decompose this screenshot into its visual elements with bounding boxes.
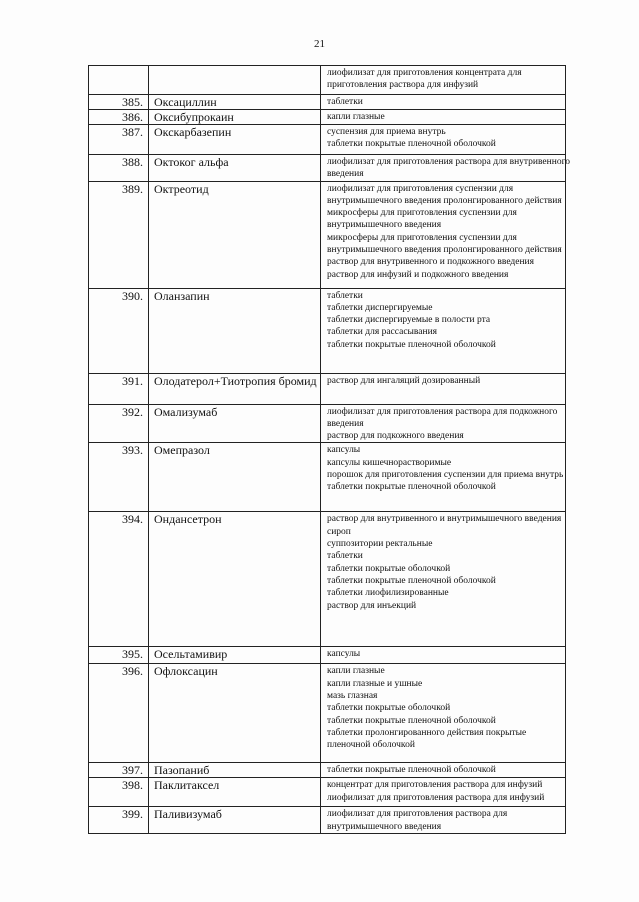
dosage-form-line: таблетки xyxy=(327,551,363,562)
row-number: 391. xyxy=(89,373,149,404)
dosage-form-line: введения xyxy=(327,418,364,429)
page-number: 21 xyxy=(314,38,325,50)
dosage-form-line: внутримышечного введения пролонгированного действия xyxy=(327,195,562,206)
dosage-form-line: суспензия для приема внутрь xyxy=(327,127,446,137)
dosage-form-line: капли глазные xyxy=(327,112,385,122)
drug-name: Офлоксацин xyxy=(149,664,321,763)
dosage-form-line: лиофилизат для приготовления раствора для xyxy=(327,809,508,820)
dosage-forms xyxy=(321,95,566,110)
dosage-forms xyxy=(321,288,566,373)
dosage-form-line: внутримышечного введения пролонгированного действия xyxy=(327,245,562,256)
row-number: 396. xyxy=(89,664,149,763)
table-row xyxy=(89,110,566,125)
dosage-form-line: лиофилизат для приготовления суспензии для xyxy=(327,183,514,194)
dosage-forms xyxy=(321,664,566,763)
dosage-form-line: раствор для внутривенного и внутримышечного введения xyxy=(327,514,562,525)
dosage-form-line: таблетки покрытые пленочной оболочкой xyxy=(327,339,496,350)
dosage-form-line: лиофилизат для приготовления концентрата для xyxy=(327,68,522,78)
row-number: 389. xyxy=(89,181,149,288)
dosage-form-line: лиофилизат для приготовления раствора для внутривенного xyxy=(327,157,570,167)
dosage-forms xyxy=(321,373,566,404)
dosage-forms xyxy=(321,443,566,512)
dosage-forms xyxy=(321,647,566,664)
dosage-form-line: раствор для внутривенного и подкожного введения xyxy=(327,257,534,268)
dosage-forms xyxy=(321,404,566,443)
drug-name: Осельтамивир xyxy=(149,647,321,664)
dosage-form-line: капсулы xyxy=(327,445,361,456)
dosage-form-line: таблетки xyxy=(327,97,363,107)
dosage-form-line: микросферы для приготовления суспензии для xyxy=(327,208,517,219)
dosage-form-line: пленочной оболочкой xyxy=(327,740,415,751)
table-row xyxy=(89,512,566,647)
dosage-form-line: таблетки лиофилизированные xyxy=(327,588,449,599)
table-row xyxy=(89,155,566,182)
dosage-forms xyxy=(321,66,566,95)
dosage-form-line: капли глазные и ушные xyxy=(327,678,423,689)
row-number: 395. xyxy=(89,647,149,664)
dosage-form-line: внутримышечного введения xyxy=(327,220,442,231)
row-number: 386. xyxy=(89,110,149,125)
drug-list-table xyxy=(88,65,570,834)
dosage-form-line: концентрат для приготовления раствора для инфузий xyxy=(327,780,543,791)
dosage-forms xyxy=(321,181,566,288)
drug-name: Оксибупрокаин xyxy=(149,110,321,125)
table-row xyxy=(89,807,566,834)
dosage-form-line: раствор для ингаляций дозированный xyxy=(327,375,481,386)
dosage-form-line: таблетки xyxy=(327,290,363,301)
table-row xyxy=(89,647,566,664)
dosage-form-line: таблетки покрытые пленочной оболочкой xyxy=(327,715,496,726)
dosage-form-line: раствор для подкожного введения xyxy=(327,431,464,442)
dosage-form-line: сироп xyxy=(327,526,351,537)
dosage-form-line: таблетки для рассасывания xyxy=(327,327,438,338)
drug-name: Октоког альфа xyxy=(149,155,321,182)
row-number: 393. xyxy=(89,443,149,512)
table-row xyxy=(89,373,566,404)
drug-name: Омализумаб xyxy=(149,404,321,443)
dosage-form-line: раствор для инфузий и подкожного введения xyxy=(327,269,509,280)
row-number: 388. xyxy=(89,155,149,182)
dosage-forms xyxy=(321,807,566,834)
dosage-form-line: таблетки пролонгированного действия покрытые xyxy=(327,727,527,738)
row-number: 385. xyxy=(89,95,149,110)
drug-name: Пазопаниб xyxy=(149,763,321,778)
row-number xyxy=(89,66,149,95)
table-row xyxy=(89,181,566,288)
dosage-form-line: таблетки покрытые пленочной оболочкой xyxy=(327,139,496,150)
dosage-form-line: раствор для инъекций xyxy=(327,600,417,611)
row-number: 399. xyxy=(89,807,149,834)
table-row xyxy=(89,95,566,110)
row-number: 398. xyxy=(89,778,149,807)
dosage-forms xyxy=(321,155,570,182)
dosage-form-line: лиофилизат для приготовления раствора для подкожного xyxy=(327,406,558,417)
dosage-form-line: суппозитории ректальные xyxy=(327,539,433,550)
drug-name: Окскарбазепин xyxy=(149,125,321,155)
dosage-form-line: таблетки покрытые оболочкой xyxy=(327,703,451,714)
drug-name: Оксациллин xyxy=(149,95,321,110)
table-row xyxy=(89,664,566,763)
drug-name: Оланзапин xyxy=(149,288,321,373)
row-number: 387. xyxy=(89,125,149,155)
dosage-form-line: таблетки покрытые пленочной оболочкой xyxy=(327,765,496,776)
dosage-form-line: таблетки диспергируемые xyxy=(327,302,433,313)
table-row xyxy=(89,288,566,373)
row-number: 390. xyxy=(89,288,149,373)
dosage-form-line: мазь глазная xyxy=(327,691,378,702)
drug-name: Омепразол xyxy=(149,443,321,512)
dosage-form-line: капсулы кишечнорастворимые xyxy=(327,457,452,468)
dosage-form-line: приготовления раствора для инфузий xyxy=(327,80,479,91)
dosage-form-line: введения xyxy=(327,169,364,180)
drug-name: Ондансетрон xyxy=(149,512,321,647)
table-row xyxy=(89,778,566,807)
dosage-form-line: порошок для приготовления суспензии для приема внутрь xyxy=(327,470,564,481)
dosage-form-line: капсулы xyxy=(327,649,361,660)
drug-name: Паливизумаб xyxy=(149,807,321,834)
dosage-form-line: внутримышечного введения xyxy=(327,821,442,832)
table-row xyxy=(89,443,566,512)
table-row xyxy=(89,125,566,155)
drug-name xyxy=(149,66,321,95)
drug-name: Олодатерол+Тиотропия бромид xyxy=(149,373,321,404)
table-row xyxy=(89,763,566,778)
dosage-form-line: капли глазные xyxy=(327,666,385,677)
dosage-form-line: таблетки покрытые пленочной оболочкой xyxy=(327,575,496,586)
dosage-form-line: таблетки покрытые оболочкой xyxy=(327,563,451,574)
dosage-forms xyxy=(321,778,566,807)
dosage-form-line: таблетки диспергируемые в полости рта xyxy=(327,315,491,326)
table-row xyxy=(89,404,566,443)
row-number: 394. xyxy=(89,512,149,647)
dosage-forms xyxy=(321,763,566,778)
row-number: 397. xyxy=(89,763,149,778)
dosage-form-line: таблетки покрытые пленочной оболочкой xyxy=(327,482,496,493)
dosage-forms xyxy=(321,512,566,647)
drug-name: Октреотид xyxy=(149,181,321,288)
dosage-form-line: микросферы для приготовления суспензии для xyxy=(327,232,517,243)
dosage-forms xyxy=(321,125,566,155)
drug-name: Паклитаксел xyxy=(149,778,321,807)
row-number: 392. xyxy=(89,404,149,443)
table-row xyxy=(89,66,566,95)
dosage-forms xyxy=(321,110,566,125)
dosage-form-line: лиофилизат для приготовления раствора для инфузий xyxy=(327,792,545,803)
